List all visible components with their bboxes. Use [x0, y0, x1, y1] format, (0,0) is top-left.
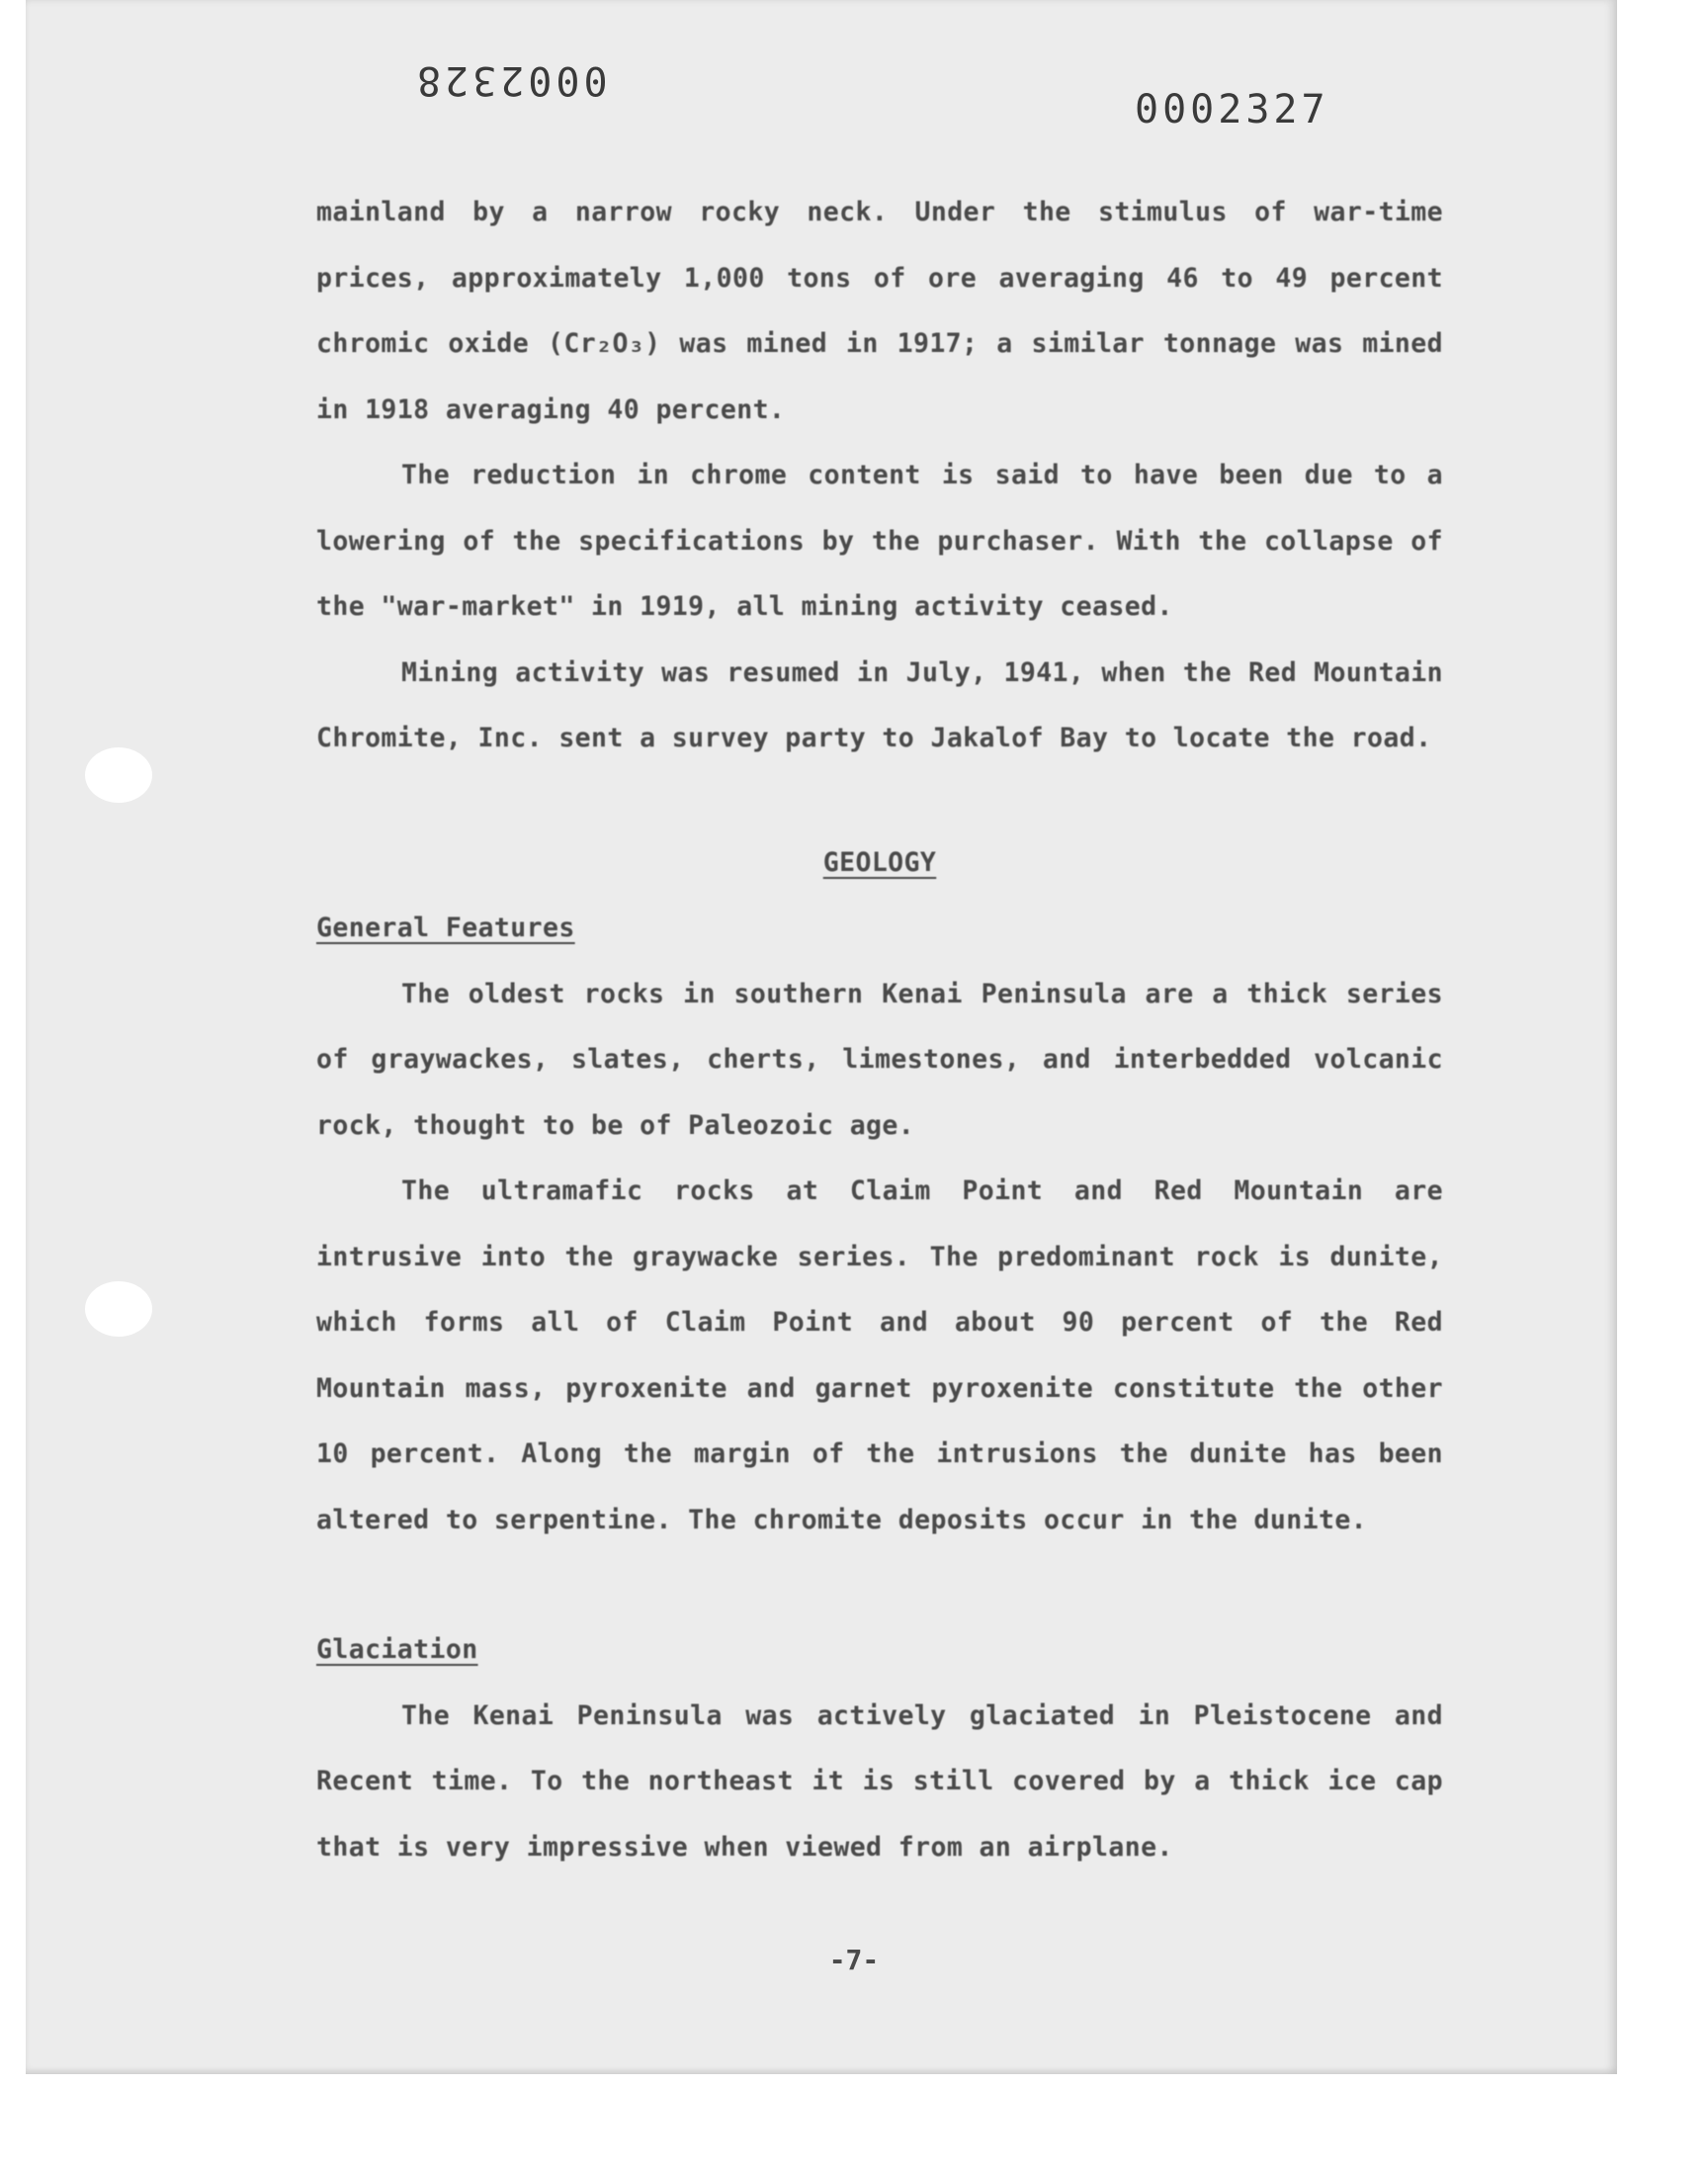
paragraph-continuation: mainland by a narrow rocky neck. Under the stimulus of war-time prices, approximately 1,000 tons of ore averaging 46 to 49 percent chromic oxide (Cr₂O₃) was mined in 1917; a similar tonnage was mined in 1918 averaging 40 percent. — [316, 197, 1443, 425]
paragraph-oldest-rocks: The oldest rocks in southern Kenai Peninsula are a thick series of graywackes, slates, cherts, limestones, and interbedded volcanic rock, thought to be of Paleozoic age. — [316, 978, 1443, 1141]
subheading-general-features: General Features — [316, 913, 575, 943]
geology-heading-block — [316, 830, 1443, 897]
inverted-page-stamp: 0002328 — [413, 57, 608, 103]
paragraph-mining-resumed: Mining activity was resumed in July, 1941, when the Red Mountain Chromite, Inc. sent a survey party to Jakalof Bay to locate the road. — [316, 656, 1443, 753]
paragraph-ultramafic-rocks: The ultramafic rocks at Claim Point and Red Mountain are intrusive into the graywacke series. The predominant rock is dunite, which forms all of Claim Point and about 90 percent of the Red Mountain mass, pyroxenite and garnet pyroxenite constitute the other 10 percent. Along the margin of the intrusions the dunite has been altered to serpentine. The chromite deposits occur in the dunite. — [316, 1175, 1443, 1535]
glaciation-block — [316, 1617, 1443, 1880]
punch-hole-upper — [85, 747, 152, 803]
body-text-block-1 — [316, 180, 1443, 772]
subheading-glaciation: Glaciation — [316, 1634, 478, 1665]
punch-hole-lower — [85, 1281, 152, 1337]
paragraph-chrome-reduction: The reduction in chrome content is said to have been due to a lowering of the specifications by the purchaser. With the collapse of the "war-market" in 1919, all mining activity ceased. — [316, 460, 1443, 622]
general-features-block — [316, 896, 1443, 1553]
page-stamp: 0002327 — [1135, 87, 1329, 132]
page-number: -7- — [828, 1944, 880, 1976]
section-heading: GEOLOGY — [822, 847, 937, 878]
paragraph-glaciation: The Kenai Peninsula was actively glaciated in Pleistocene and Recent time. To the northeast it is still covered by a thick ice cap that is very impressive when viewed from an airplane. — [316, 1699, 1443, 1863]
